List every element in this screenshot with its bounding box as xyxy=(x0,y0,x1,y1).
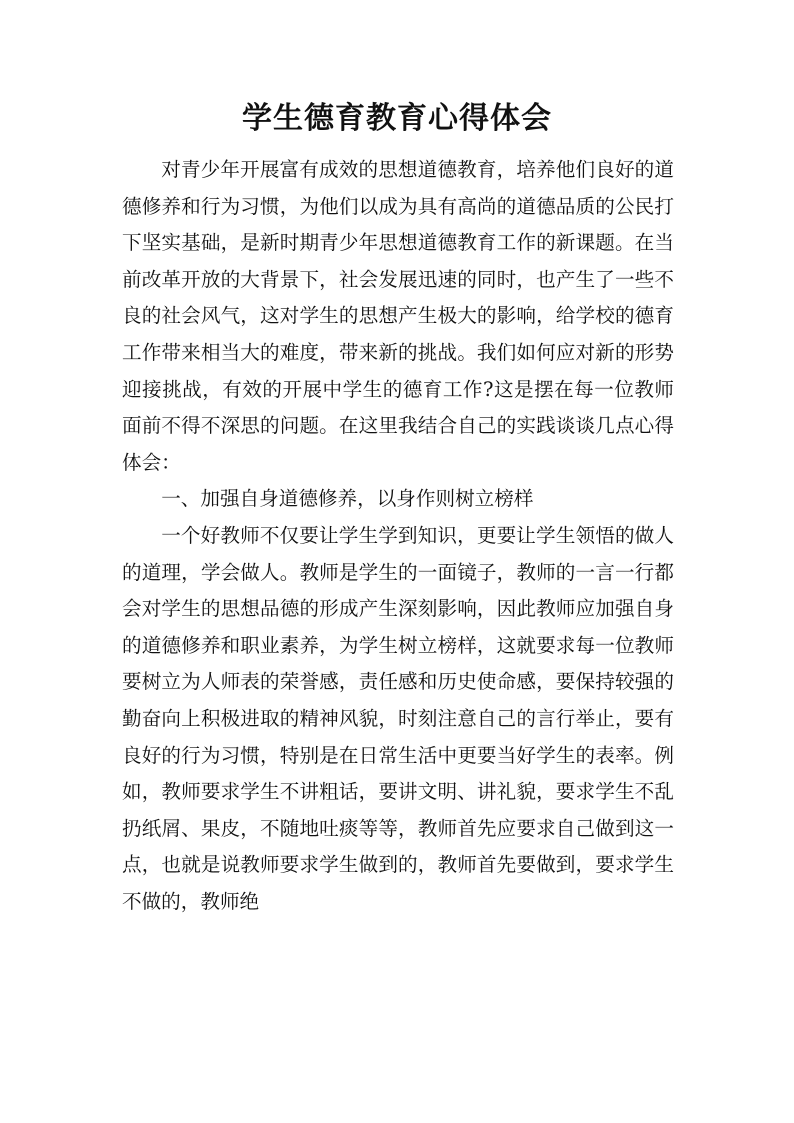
intro-paragraph: 对青少年开展富有成效的思想道德教育，培养他们良好的道德修养和行为习惯，为他们以成为具有高尚的道德品质的公民打下坚实基础，是新时期青少年思想道德教育工作的新课题。在当前改革开放的大背景下，社会发展迅速的同时，也产生了一些不良的社会风气，这对学生的思想产生极大的影响，给学校的德育工作带来相当大的难度，带来新的挑战。我们如何应对新的形势迎接挑战，有效的开展中学生的德育工作?这是摆在每一位教师面前不得不深思的问题。在这里我结合自己的实践谈谈几点心得体会： xyxy=(122,158,674,474)
section-paragraph: 一个好教师不仅要让学生学到知识，更要让学生领悟的做人的道理，学会做人。教师是学生的一面镜子，教师的一言一行都会对学生的思想品德的形成产生深刻影响，因此教师应加强自身的道德修养和职业素养，为学生树立榜样，这就要求每一位教师要树立为人师表的荣誉感，责任感和历史使命感，要保持较强的勤奋向上积极进取的精神风貌，时刻注意自己的言行举止，要有良好的行为习惯，特别是在日常生活中更要当好学生的表率。例如，教师要求学生不讲粗话，要讲文明、讲礼貌，要求学生不乱扔纸屑、果皮，不随地吐痰等等，教师首先应要求自己做到这一点，也就是说教师要求学生做到的，教师首先要做到，要求学生不做的，教师绝 xyxy=(122,523,674,913)
document-title: 学生德育教育心得体会 xyxy=(242,101,552,136)
section-heading: 一、加强自身道德修养，以身作则树立榜样 xyxy=(161,487,534,511)
document-body xyxy=(122,152,674,920)
